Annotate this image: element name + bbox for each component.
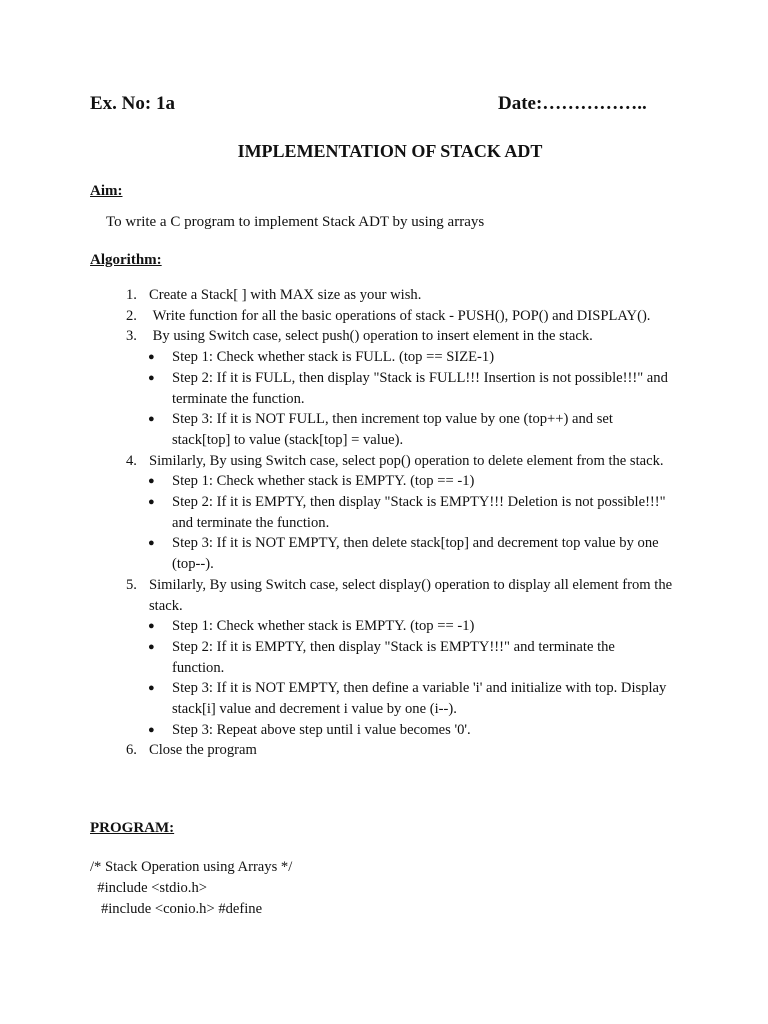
bullet-icon: ● <box>148 475 155 488</box>
sub-step-text: Step 1: Check whether stack is EMPTY. (top == -1) <box>172 618 475 635</box>
algorithm-step <box>90 285 690 306</box>
step-number: 5. <box>126 576 137 593</box>
sub-step-text: Step 3: Repeat above step until i value becomes '0'. <box>172 721 471 738</box>
sub-step-text: Step 1: Check whether stack is EMPTY. (top == -1) <box>172 473 475 490</box>
algorithm-list <box>90 285 690 761</box>
algorithm-step <box>90 326 690 347</box>
step-number: 6. <box>126 742 137 759</box>
sub-step <box>90 409 690 450</box>
code-line: /* Stack Operation using Arrays */ <box>90 859 293 875</box>
bullet-icon: ● <box>148 537 155 550</box>
algorithm-step <box>90 451 690 472</box>
sub-step-text: Step 3: If it is NOT FULL, then increment top value by one (top++) and set stack[top] to value (stack[top] = value). <box>172 411 613 448</box>
bullet-icon: ● <box>148 413 155 426</box>
aim-text: To write a C program to implement Stack ADT by using arrays <box>106 214 485 230</box>
code-line: #include <conio.h> #define <box>90 901 263 917</box>
bullet-icon: ● <box>148 351 155 364</box>
step-text: Similarly, By using Switch case, select display() operation to display all element from the stack. <box>149 576 676 614</box>
sub-step <box>90 533 690 574</box>
bullet-icon: ● <box>148 640 155 653</box>
algorithm-step <box>90 575 690 616</box>
step-number: 2. <box>126 307 137 324</box>
sub-step <box>90 678 690 719</box>
page-title: IMPLEMENTATION OF STACK ADT <box>237 141 543 161</box>
bullet-icon: ● <box>148 371 155 384</box>
step-number: 3. <box>126 328 137 345</box>
sub-step-text: Step 1: Check whether stack is FULL. (top == SIZE-1) <box>172 349 495 366</box>
step-text: Similarly, By using Switch case, select pop() operation to delete element from the stack. <box>149 452 664 469</box>
sub-step <box>90 492 690 533</box>
step-text: Create a Stack[ ] with MAX size as your wish. <box>149 287 422 303</box>
algorithm-heading: Algorithm: <box>90 252 162 268</box>
program-heading: PROGRAM: <box>90 820 175 836</box>
date-field: Date:…………….. <box>498 93 647 114</box>
sub-step-text: Step 2: If it is FULL, then display "Stack is FULL!!! Insertion is not possible!!!" and terminate the function. <box>172 369 668 407</box>
algorithm-step <box>90 306 690 327</box>
code-block <box>90 857 292 920</box>
sub-step-text: Step 2: If it is EMPTY, then display "Stack is EMPTY!!!" and terminate the function. <box>172 638 615 676</box>
sub-step <box>90 720 690 741</box>
sub-step <box>90 368 690 409</box>
sub-step <box>90 347 690 368</box>
step-text: Write function for all the basic operations of stack - PUSH(), POP() and DISPLAY(). <box>149 307 651 324</box>
sub-step-text: Step 3: If it is NOT EMPTY, then delete stack[top] and decrement top value by one (top--). <box>172 535 659 573</box>
aim-heading: Aim: <box>90 183 123 199</box>
code-line: #include <stdio.h> <box>90 880 207 896</box>
sub-step-text: Step 2: If it is EMPTY, then display "Stack is EMPTY!!! Deletion is not possible!!!" and terminate the function. <box>172 494 666 531</box>
step-number: 4. <box>126 452 137 469</box>
sub-step-text: Step 3: If it is NOT EMPTY, then define a variable 'i' and initialize with top. Display stack[i] value and decrement i value by one (i--). <box>172 680 667 718</box>
sub-step <box>90 616 690 637</box>
step-number: 1. <box>126 287 137 303</box>
sub-step <box>90 637 690 678</box>
exercise-number: Ex. No: 1a <box>90 93 175 114</box>
step-text: Close the program <box>149 742 257 759</box>
bullet-icon: ● <box>148 496 155 509</box>
bullet-icon: ● <box>148 682 155 695</box>
bullet-icon: ● <box>148 723 155 736</box>
step-text: By using Switch case, select push() operation to insert element in the stack. <box>149 328 593 345</box>
sub-step <box>90 471 690 492</box>
algorithm-step <box>90 740 690 761</box>
bullet-icon: ● <box>148 620 155 633</box>
